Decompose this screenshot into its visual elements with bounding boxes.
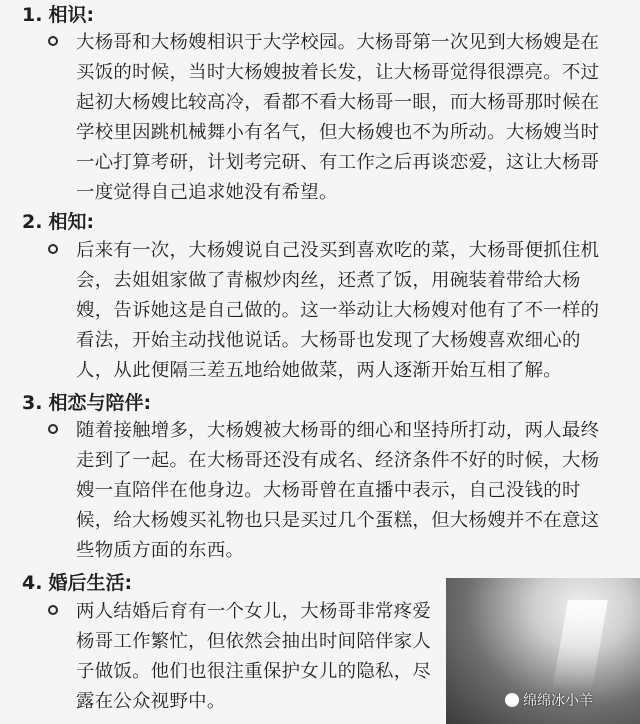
section-title: 婚后生活: — [48, 572, 133, 594]
paragraph — [76, 28, 640, 208]
hollow-circle-bullet-icon — [48, 605, 58, 615]
paragraph-line: 随着接触增多，大杨嫂被大杨哥的细心和坚持所打动，两人最终 — [76, 420, 600, 441]
section-heading — [22, 388, 151, 415]
section-number: 4. — [22, 572, 43, 594]
hollow-circle-bullet-icon — [48, 424, 58, 434]
hollow-circle-bullet-icon — [48, 36, 58, 46]
paragraph — [76, 416, 640, 566]
paragraph-line: 看法，开始主动找他说话。大杨哥也发现了大杨嫂喜欢细心的 — [76, 330, 581, 351]
section-title: 相知: — [48, 211, 95, 233]
paragraph-line: 露在公众视野中。 — [76, 691, 226, 712]
section-number: 2. — [22, 211, 43, 233]
section-number: 3. — [22, 392, 43, 414]
paragraph-line: 两人结婚后育有一个女儿，大杨哥非常疼爱 — [76, 601, 432, 622]
watermark — [505, 690, 593, 710]
paragraph-line: 嫂，告诉她这是自己做的。这一举动让大杨嫂对他有了不一样的 — [76, 300, 600, 321]
paragraph-line: 一度觉得自己追求她没有希望。 — [76, 182, 338, 203]
paragraph-line: 大杨哥和大杨嫂相识于大学校园。大杨哥第一次见到大杨嫂是在 — [76, 32, 600, 53]
paragraph-line: 一心打算考研，计划考完研、有工作之后再谈恋爱，这让大杨哥 — [76, 152, 600, 173]
paragraph-line: 买饭的时候，当时大杨嫂披着长发，让大杨哥觉得很漂亮。不过 — [76, 62, 600, 83]
watermark-logo-icon — [505, 693, 519, 707]
paragraph-line: 候，给大杨嫂买礼物也只是买过几个蛋糕，但大杨嫂并不在意这 — [76, 510, 600, 531]
section-heading — [22, 568, 132, 595]
paragraph-line: 会，去姐姐家做了青椒炒肉丝，还煮了饭，用碗装着带给大杨 — [76, 270, 581, 291]
section-number: 1. — [22, 4, 43, 26]
paragraph-line: 走到了一起。在大杨哥还没有成名、经济条件不好的时候，大杨 — [76, 450, 600, 471]
section-heading — [22, 207, 94, 234]
section-title: 相识: — [48, 4, 95, 26]
paragraph-line: 人，从此便隔三差五地给她做菜，两人逐渐开始互相了解。 — [76, 360, 562, 381]
paragraph-line: 后来有一次，大杨嫂说自己没买到喜欢吃的菜，大杨哥便抓住机 — [76, 240, 600, 261]
hollow-circle-bullet-icon — [48, 244, 58, 254]
watermark-text: 绵绵冰小羊 — [523, 693, 593, 709]
section-title: 相恋与陪伴: — [48, 392, 152, 414]
paragraph-line: 杨哥工作繁忙，但依然会抽出时间陪伴家人 — [76, 631, 432, 652]
section-heading — [22, 0, 94, 27]
paragraph-line: 些物质方面的东西。 — [76, 540, 245, 561]
paragraph-line: 嫂一直陪伴在他身边。大杨哥曾在直播中表示，自己没钱的时 — [76, 480, 581, 501]
paragraph-line: 学校里因跳机械舞小有名气，但大杨嫂也不为所动。大杨嫂当时 — [76, 122, 600, 143]
paragraph-line: 起初大杨嫂比较高冷，看都不看大杨哥一眼，而大杨哥那时候在 — [76, 92, 600, 113]
paragraph-line: 子做饭。他们也很注重保护女儿的隐私，尽 — [76, 661, 432, 682]
paragraph — [76, 236, 640, 386]
